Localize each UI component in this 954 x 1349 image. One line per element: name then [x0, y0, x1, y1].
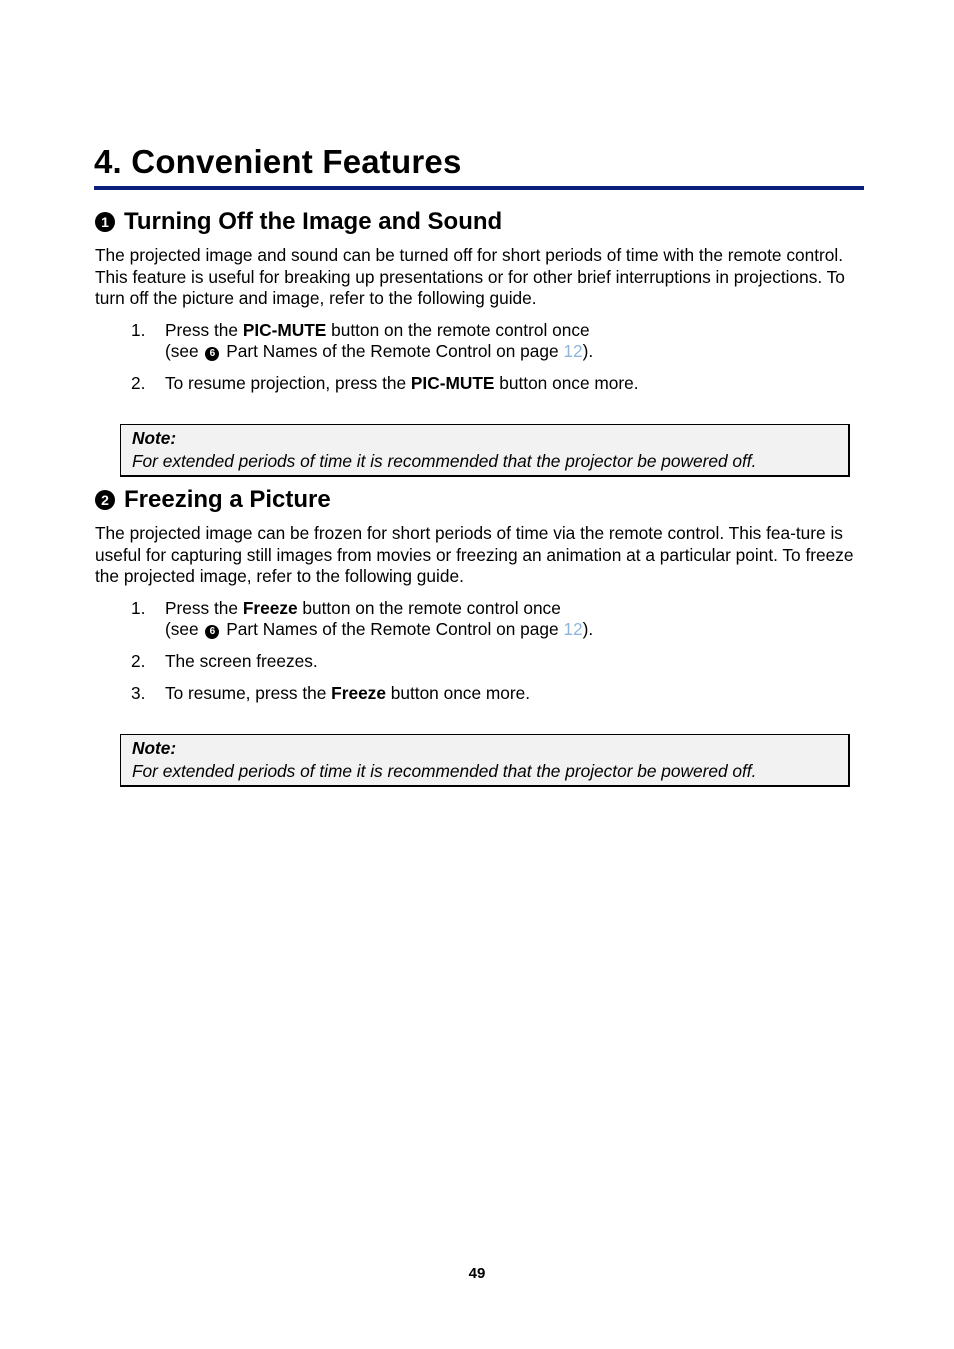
step-text: button once more.: [494, 372, 639, 393]
list-item: [95, 373, 855, 394]
ref-text: Part Names of the Remote Control on page: [221, 340, 564, 361]
section-number-6-icon: 6: [205, 347, 219, 361]
step-line: [165, 598, 855, 619]
step-number: 1.: [131, 597, 146, 618]
note-box: [120, 424, 850, 477]
note-text: For extended periods of time it is recommended that the projector be powered off.: [132, 761, 757, 781]
page-link[interactable]: 12: [563, 618, 583, 639]
step-reference: [165, 619, 855, 640]
section-number-6-icon: 6: [205, 625, 219, 639]
section-freezing-picture: [95, 485, 855, 715]
list-item: [95, 683, 855, 704]
step-text: Press the: [165, 597, 243, 618]
list-item: [95, 598, 855, 640]
step-text: button on the remote control once: [297, 597, 561, 618]
section-intro: The projected image can be frozen for short periods of time via the remote control. This fea-ture is useful for capturing still images from movies or freezing an animation at a particular point. To freeze the projected image, refer to the following guide.: [95, 523, 854, 587]
note-text: For extended periods of time it is recommended that the projector be powered off.: [132, 451, 757, 471]
step-line: [165, 320, 855, 341]
section-number-1-icon: 1: [95, 212, 115, 232]
step-text: To resume projection, press the: [165, 372, 411, 393]
ref-text: ).: [582, 618, 594, 639]
section-heading: [95, 485, 855, 515]
step-body: [165, 373, 855, 394]
step-reference: [165, 341, 855, 362]
section-heading: [95, 207, 855, 237]
section-turning-off-image-sound: [95, 207, 855, 405]
note-title: Note:: [132, 738, 177, 758]
button-name: Freeze: [331, 682, 386, 703]
chapter-title: 4. Convenient Features: [94, 142, 864, 190]
button-name: Freeze: [242, 597, 298, 618]
list-item: [95, 651, 855, 672]
ref-text: ).: [582, 340, 594, 361]
ref-text: (see: [165, 340, 204, 361]
step-body: [165, 598, 855, 640]
section-heading-text: Turning Off the Image and Sound: [124, 208, 503, 235]
step-number: 3.: [131, 682, 146, 703]
step-body: [165, 320, 855, 362]
step-line: The screen freezes.: [165, 650, 318, 671]
step-number: 2.: [131, 372, 146, 393]
ref-text: (see: [165, 618, 204, 639]
step-body: [165, 651, 855, 672]
step-text: To resume, press the: [165, 682, 332, 703]
page-number: 49: [468, 1265, 486, 1282]
step-line: [165, 373, 855, 394]
steps-list: [95, 598, 855, 704]
step-line: [165, 683, 855, 704]
step-number: 1.: [131, 319, 146, 340]
button-name: PIC-MUTE: [410, 372, 495, 393]
step-text: Press the: [165, 319, 243, 340]
step-body: [165, 683, 855, 704]
step-number: 2.: [131, 650, 146, 671]
note-title: Note:: [132, 428, 177, 448]
page-link[interactable]: 12: [563, 340, 583, 361]
ref-text: Part Names of the Remote Control on page: [221, 618, 564, 639]
section-number-2-icon: 2: [95, 490, 115, 510]
note-box: [120, 734, 850, 787]
steps-list: [95, 320, 855, 394]
step-text: button on the remote control once: [326, 319, 590, 340]
section-intro: The projected image and sound can be turned off for short periods of time with the remote control. This feature is useful for breaking up presentations or for other brief interruptions in projections. To turn off the picture and image, refer to the following guide.: [95, 245, 845, 309]
section-heading-text: Freezing a Picture: [124, 486, 331, 513]
list-item: [95, 320, 855, 362]
button-name: PIC-MUTE: [242, 319, 327, 340]
step-text: button once more.: [385, 682, 531, 703]
